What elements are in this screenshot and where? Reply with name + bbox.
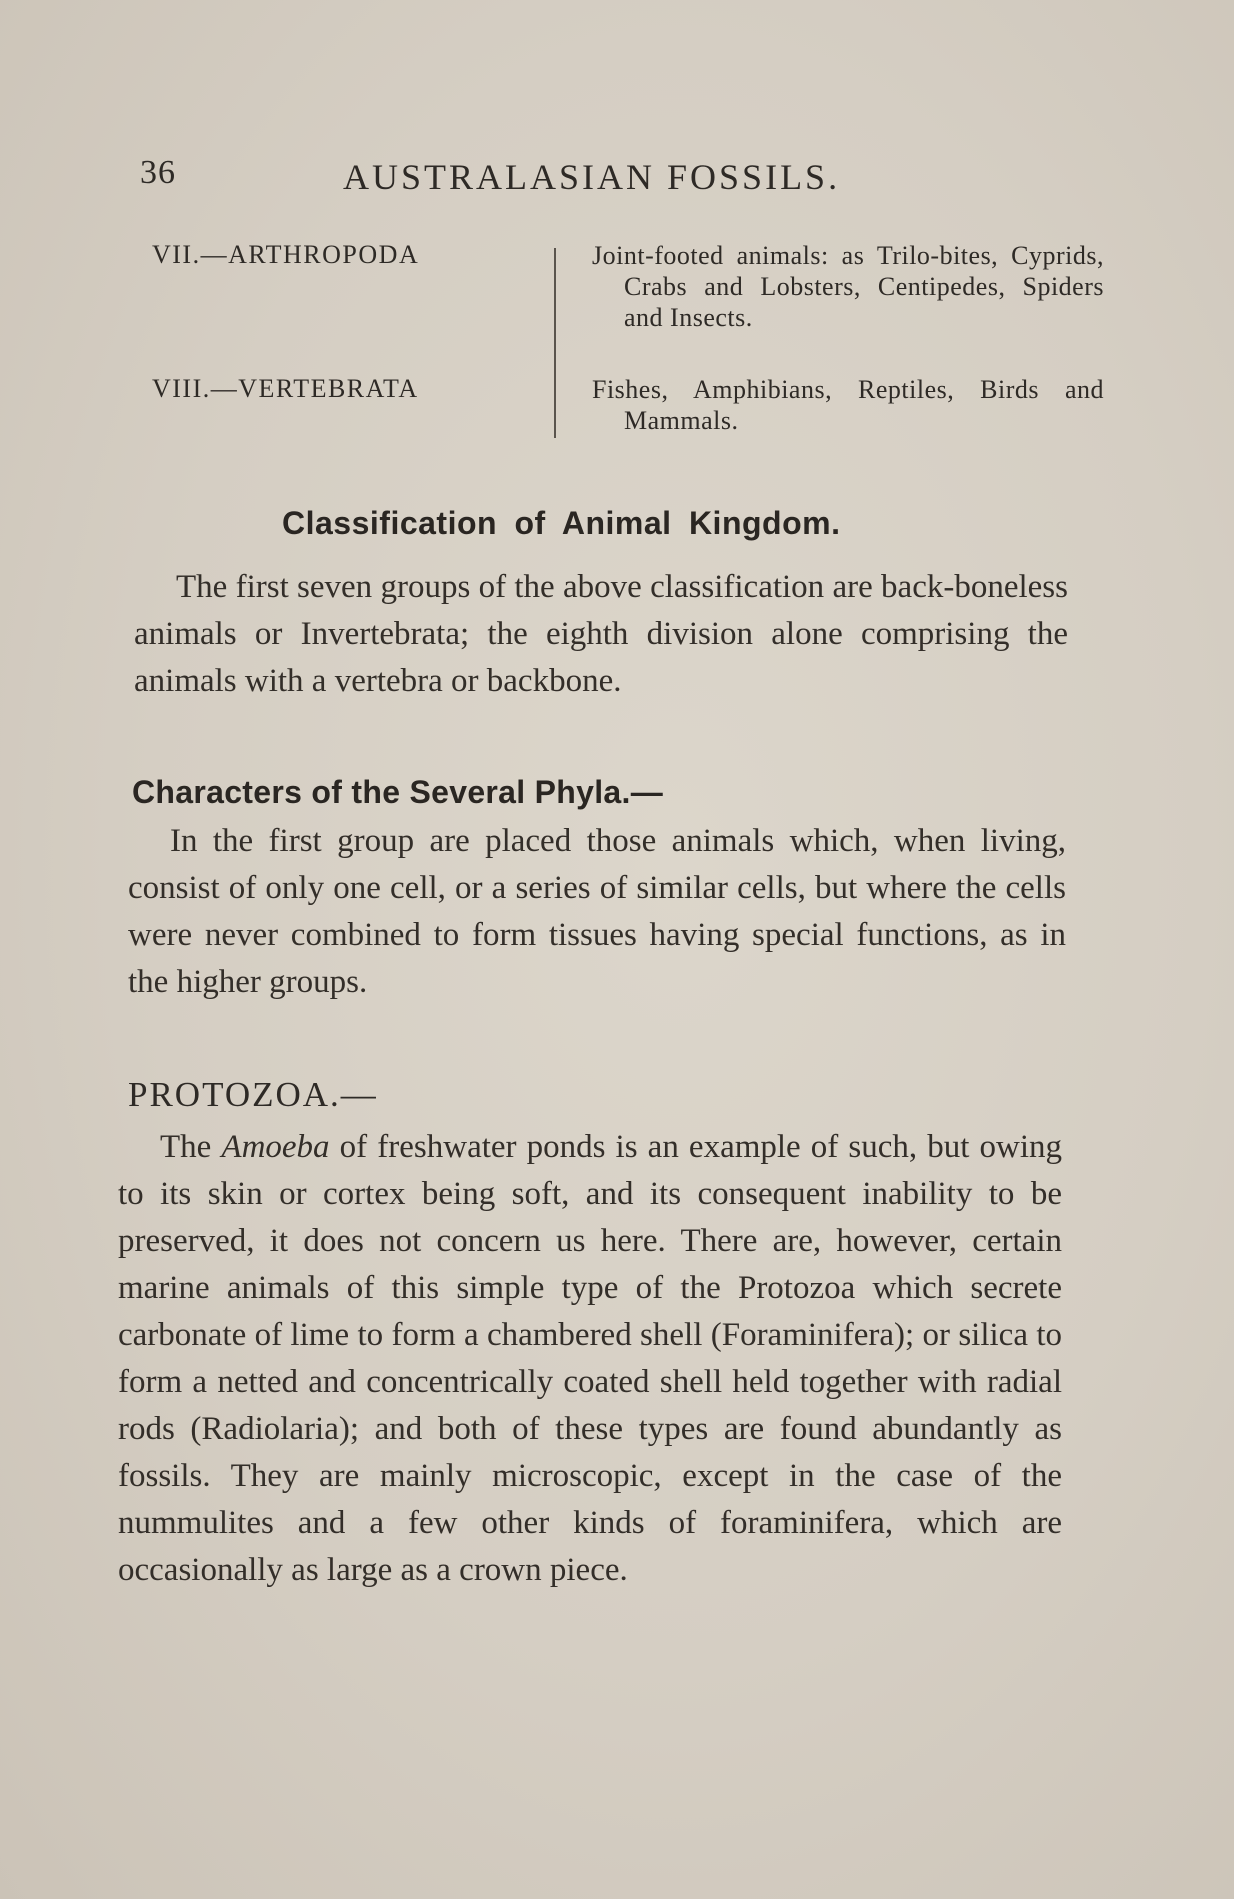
group-name: VII.—ARTHROPODA xyxy=(152,240,420,269)
section-heading-characters: Characters of the Several Phyla.— xyxy=(132,774,664,810)
group-description: Joint-footed animals: as Trilo-bites, Cyprids, Crabs and Lobsters, Centipedes, Spiders and Insects. xyxy=(592,241,1104,332)
column-divider xyxy=(554,248,556,438)
paragraph-start: The xyxy=(160,1129,212,1165)
group-name: VIII.—VERTEBRATA xyxy=(152,374,419,403)
running-title: AUSTRALASIAN FOSSILS. xyxy=(343,157,841,197)
paragraph-protozoa xyxy=(118,1124,1062,1594)
classification-table xyxy=(152,240,1104,440)
paragraph-rest: of freshwater ponds is an example of such, but owing to its skin or cortex being soft, and its consequent inability to be preserved, it does not concern us here. There are, however, certain marine animals of this simple type of the Protozoa which secrete carbonate of lime to form a chambered shell (Foraminifera); or silica to form a netted and concentrically coated shell held together with radial rods (Radiolaria); and both of these types are found abundantly as fossils. They are mainly microscopic, except in the case of the nummulites and a few other kinds of foraminifera, which are occasionally as large as a crown piece. xyxy=(118,1129,1063,1588)
section-heading-classification: Classification of Animal Kingdom. xyxy=(282,505,841,541)
group-description: Fishes, Amphibians, Reptiles, Birds and Mammals. xyxy=(592,375,1104,435)
section-heading-protozoa: PROTOZOA.— xyxy=(128,1075,378,1114)
page-number: 36 xyxy=(140,154,176,191)
page-header xyxy=(140,154,900,204)
genus-name: Amoeba xyxy=(221,1129,330,1165)
paragraph-characters: In the first group are placed those animals which, when living, consist of only one cell, or a series of similar cells, but where the cells were never combined to form tissues having special functions, as in the higher groups. xyxy=(128,823,1066,1000)
paragraph-classification: The first seven groups of the above classification are back-boneless animals or Invertebrata; the eighth division alone comprising the animals with a vertebra or backbone. xyxy=(134,569,1068,699)
